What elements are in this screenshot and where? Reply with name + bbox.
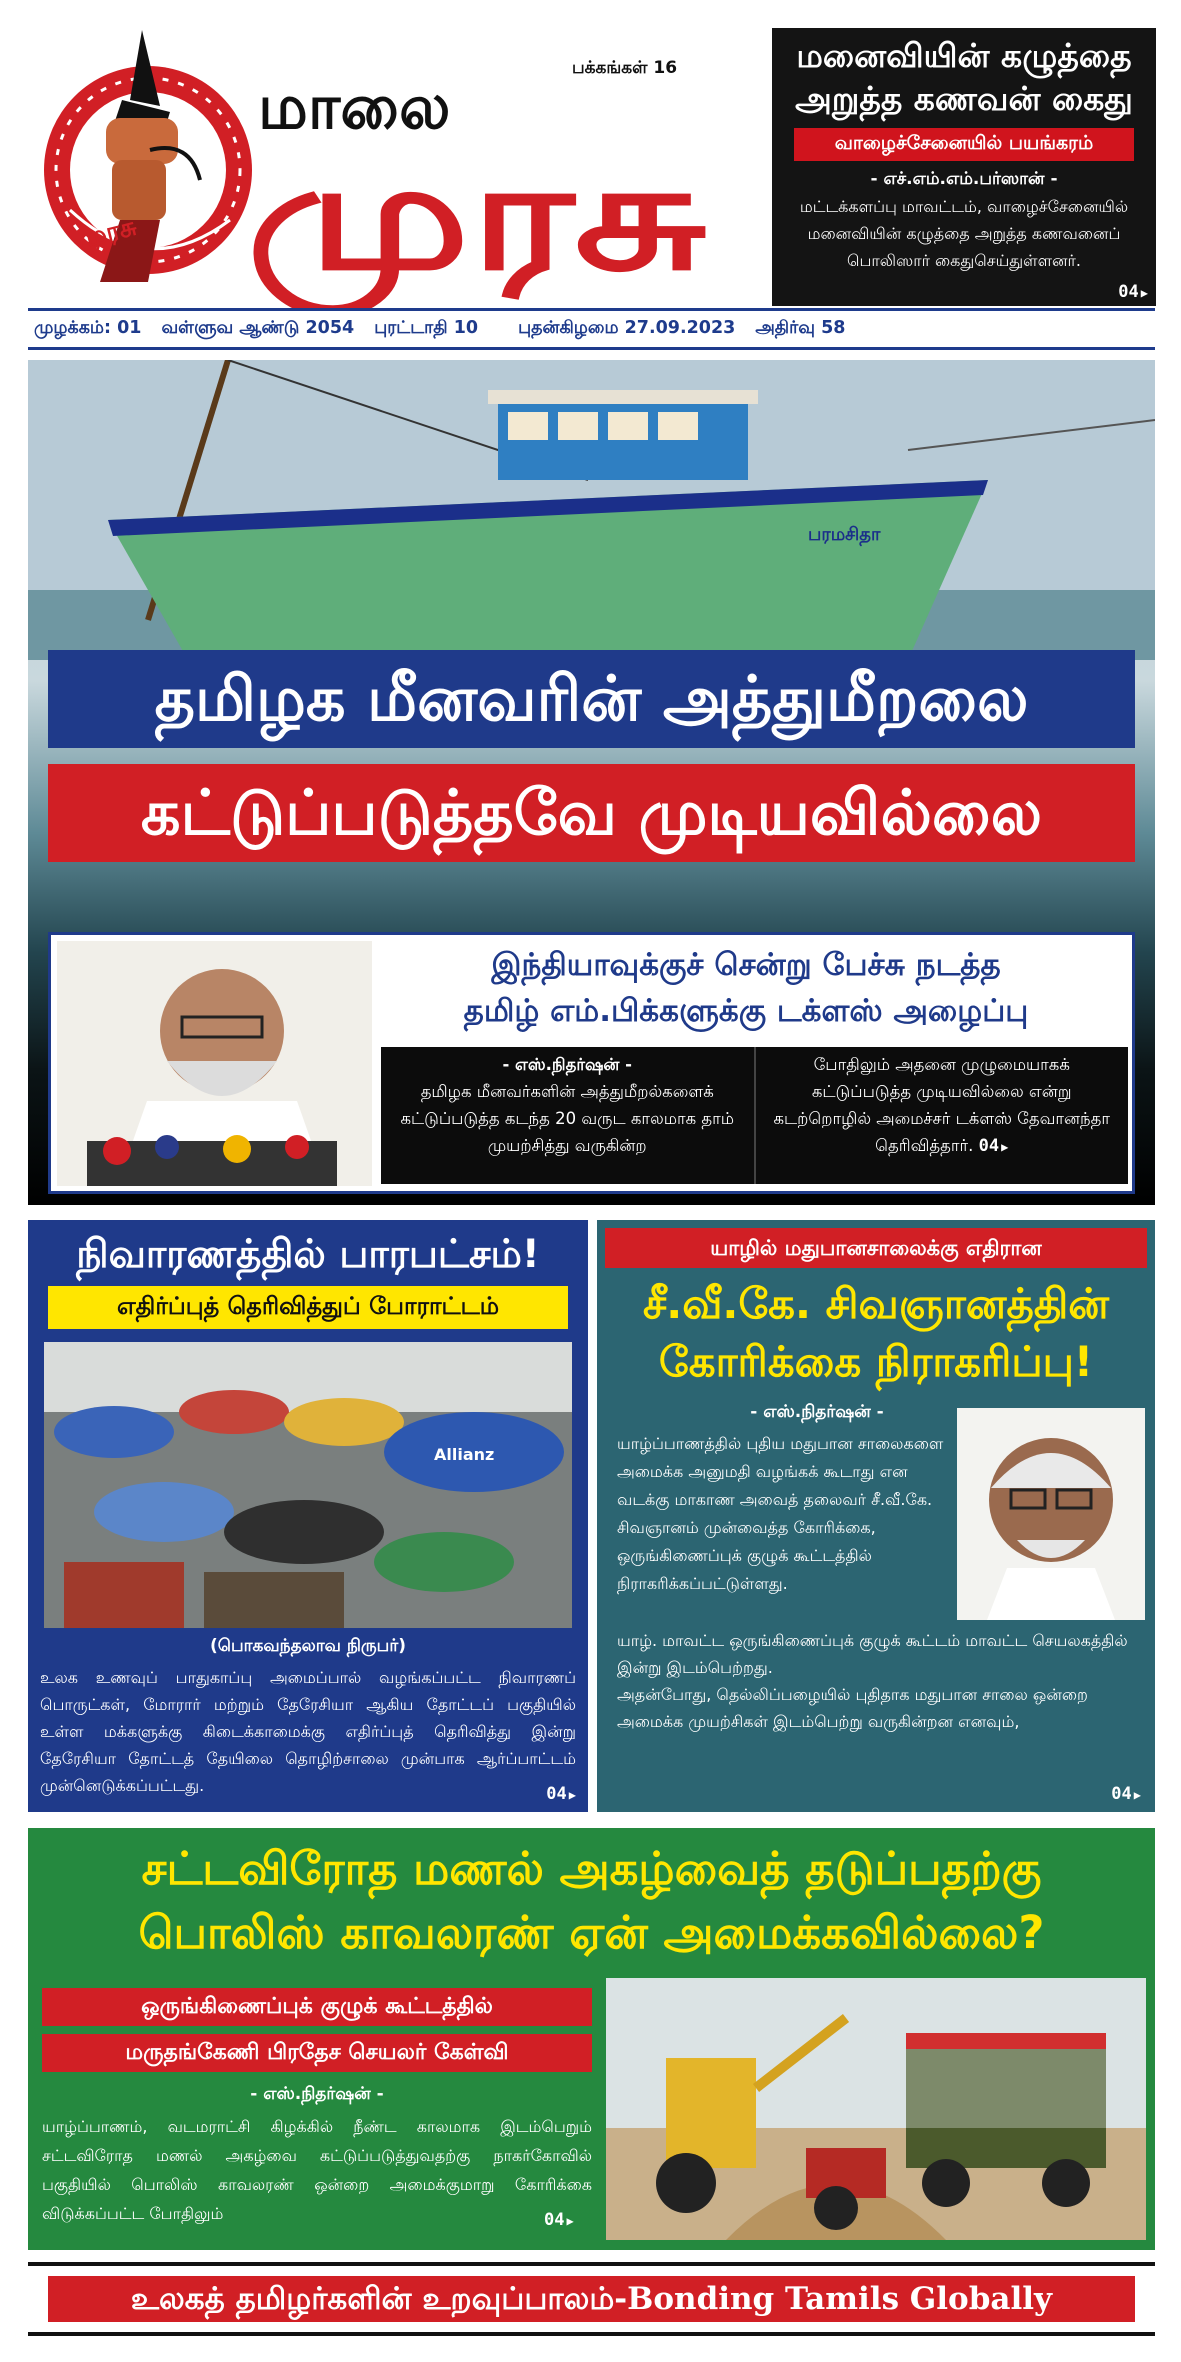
pages-count: பக்கங்கள் 16 (572, 58, 678, 78)
liquor-byline: - எஸ்.நிதர்ஷன் - (750, 1402, 884, 1422)
lead-subheadline-line2[interactable]: தமிழ் எம்.பிக்களுக்கு டக்ளஸ் அழைப்பு (463, 993, 1029, 1029)
liquor-continue-link[interactable] (1111, 1784, 1141, 1804)
logo-big-word: முரசு (246, 130, 588, 304)
umbrella-brand-text: Allianz (434, 1445, 495, 1464)
play-triangle-icon: ▶ (568, 1788, 576, 1802)
issue-date: புதன்கிழமை 27.09.2023 (518, 318, 736, 338)
liquor-body-p2: யாழ். மாவட்ட ஒருங்கிணைப்புக் குழுக் கூட்டம் மாவட்ட செயலகத்தில் இன்று இடம்பெற்றது. (617, 1631, 1128, 1677)
sand-truck-photo (606, 1978, 1146, 2240)
liquor-body-p1: யாழ்ப்பாணத்தில் புதிய மதுபான சாலைகளை அமைக்க அனுமதி வழங்கக் கூடாது என வடக்கு மாகாண அவைத் தலைவர் சீ.வீ.கே. சிவஞானம் முன்வைத்த கோரிக்கை, ஒருங்கிணைப்புக் குழுக் கூட்டத்தில் நிராகரிக்கப்பட்டுள்ளது. (617, 1434, 944, 1593)
sand-body: யாழ்ப்பாணம், வடமராட்சி கிழக்கில் நீண்ட காலமாக இடம்பெறும் சட்டவிரோத மணல் அகழ்வை கட்டுப்படுத்துவதற்கு நாகர்கோவில் பகுதியில் பொலிஸ் காவலரண் ஒன்றை அமைக்குமாறு கோரிக்கை விடுக்கப்பட்ட போதிலும் (42, 2117, 592, 2223)
play-triangle-icon: ▶ (1001, 1140, 1009, 1154)
lead-byline: - எஸ்.நிதர்ஷன் - (502, 1055, 633, 1074)
sand-tag-line1: ஒருங்கிணைப்புக் குழுக் கூட்டத்தில் (42, 1988, 592, 2026)
teaser-continue-link[interactable] (1118, 282, 1148, 302)
teaser-tag: வாழைச்சேனையில் பயங்கரம் (794, 128, 1134, 161)
lead-continue-link[interactable] (979, 1133, 1009, 1161)
liquor-headline-line2[interactable]: கோரிக்கை நிராகரிப்பு! (658, 1337, 1094, 1386)
lead-headline-line2[interactable]: கட்டுப்படுத்தவே முடியவில்லை (48, 764, 1135, 862)
liquor-body-continued (617, 1627, 1137, 1735)
lead-headline-line1[interactable]: தமிழக மீனவரின் அத்துமீறலை (48, 650, 1135, 748)
sand-headline-line2[interactable]: பொலிஸ் காவலரண் ஏன் அமைக்கவில்லை? (138, 1906, 1045, 1959)
footer-tagline: உலகத் தமிழர்களின் உறவுப்பாலம்-Bonding Tamils Globally (48, 2276, 1135, 2322)
sivagnanam-photo (957, 1408, 1145, 1620)
tamil-year: வள்ளுவ ஆண்டு 2054 (161, 318, 355, 338)
volume-label: முழக்கம்: 01 (34, 318, 142, 338)
page-ref: 04 (1118, 282, 1139, 302)
footer-tagline-bar (28, 2262, 1155, 2336)
sand-byline: - எஸ்.நிதர்ஷன் - (250, 2084, 384, 2104)
lead-story[interactable] (28, 360, 1155, 1205)
play-triangle-icon: ▶ (1133, 1788, 1141, 1802)
page-ref: 04 (1111, 1784, 1132, 1804)
liquor-story-tag: யாழில் மதுபானசாலைக்கு எதிரான (605, 1228, 1147, 1268)
page-ref: 04 (544, 2210, 565, 2230)
protest-crowd-photo (44, 1342, 572, 1628)
sand-mining-story[interactable] (28, 1828, 1155, 2250)
fishing-boat-photo (28, 360, 1155, 660)
protest-headline[interactable]: நிவாரணத்தில் பாரபட்சம்! (76, 1232, 540, 1277)
lead-subsection (48, 932, 1135, 1194)
sand-continue-link[interactable] (544, 2210, 574, 2230)
teaser-byline: - எச்.எம்.எம்.பர்ஸான் - (870, 169, 1058, 189)
protest-body: உலக உணவுப் பாதுகாப்பு அமைப்பால் வழங்கப்பட்ட நிவாரணப் பொருட்கள், மோரார் மற்றும் தேரேசியா ஆகிய தோட்டப் பகுதியில் உள்ள மக்களுக்கு கிடைக்காமைக்கு எதிர்ப்புத் தெரிவித்து இன்று தேரேசியா தோட்டத் தேயிலை தொழிற்சாலை முன்பாக ஆர்ப்பாட்டம் முன்னெடுக்கப்பட்டது. (40, 1668, 576, 1795)
page-ref: 04 (546, 1784, 567, 1804)
protest-story[interactable] (28, 1220, 588, 1812)
play-triangle-icon: ▶ (566, 2214, 574, 2228)
play-triangle-icon: ▶ (1140, 286, 1148, 300)
lead-subheadline-line1[interactable]: இந்தியாவுக்குச் சென்று பேச்சு நடத்த (491, 947, 1001, 983)
teaser-body: மட்டக்களப்பு மாவட்டம், வாழைச்சேனையில் மனைவியின் கழுத்தை அறுத்த கணவனைப் பொலிஸார் கைதுசெய்துள்ளனர். (799, 197, 1129, 270)
minister-photo (57, 941, 372, 1186)
sand-tag-line2: மருதங்கேணி பிரதேச செயலர் கேள்வி (42, 2034, 592, 2072)
page-ref: 04 (978, 1136, 1000, 1156)
protest-photo-caption: (பொகவந்தலாவ நிருபர்) (210, 1636, 406, 1656)
teaser-headline[interactable]: மனைவியின் கழுத்தை அறுத்த கணவன் கைது (795, 36, 1133, 118)
issue-number: அதிர்வு 58 (755, 318, 846, 338)
dateline-bar (28, 308, 1155, 350)
protest-continue-link[interactable] (546, 1784, 576, 1804)
tamil-date: புரட்டாதி 10 (374, 318, 479, 338)
liquor-body-p3: அதன்போது, தெல்லிப்பழையில் புதிதாக மதுபான சாலை ஒன்றை அமைக்க முயற்சிகள் இடம்பெற்று வருகின்றன எனவும், (617, 1685, 1088, 1731)
logo-ring-text: முரசு (74, 211, 140, 256)
lead-body-left: தமிழக மீனவர்களின் அத்துமீறல்களைக் கட்டுப்படுத்த கடந்த 20 வருட காலமாக தாம் முயற்சித்து வருகின்ற (400, 1082, 735, 1155)
protest-tag: எதிர்ப்புத் தெரிவித்துப் போராட்டம் (48, 1286, 568, 1329)
liquor-headline-line1[interactable]: சீ.வீ.கே. சிவஞானத்தின் (643, 1279, 1109, 1328)
lead-body (381, 1047, 1128, 1184)
boat-name: பரமசிதா (808, 524, 881, 545)
liquor-shop-story[interactable] (597, 1220, 1155, 1812)
logo-small-word: மாலை (258, 70, 451, 143)
teaser-box[interactable] (772, 28, 1156, 306)
sand-headline-line1[interactable]: சட்டவிரோத மணல் அகழ்வைத் தடுப்பதற்கு (141, 1842, 1042, 1895)
lead-body-right: போதிலும் அதனை முழுமையாகக் கட்டுப்படுத்த முடியவில்லை என்று கடற்றொழில் அமைச்சர் டக்ளஸ் தேவானந்தா தெரிவித்தார். (773, 1055, 1111, 1155)
